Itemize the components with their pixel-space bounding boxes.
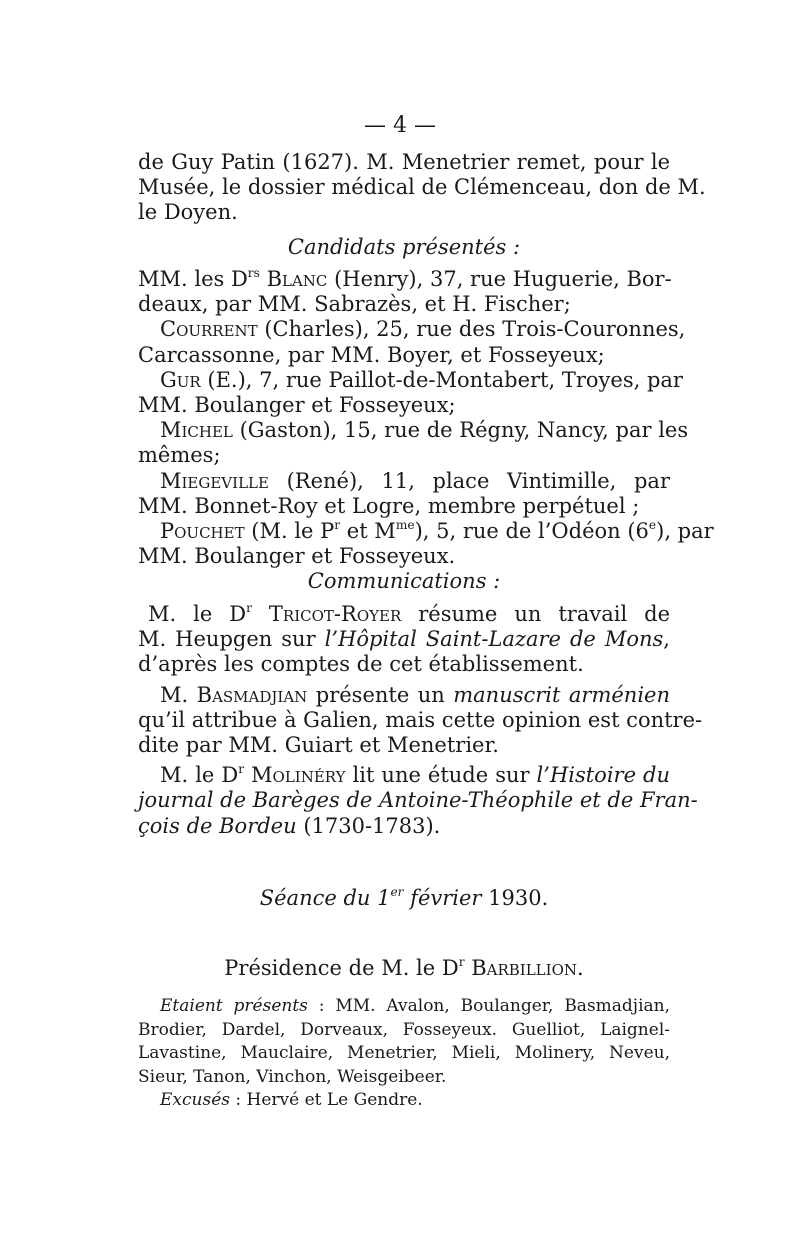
excuses-line: Excusés : Hervé et Le Gendre. (160, 1090, 423, 1110)
communication-basmadjian-line-3: dite par MM. Guiart et Menetrier. (138, 733, 499, 758)
communication-basmadjian-line-2: qu’il attribue à Galien, mais cette opinion est contre- (138, 707, 703, 732)
communication-molinery: M. le $D^r$ Molinéry lit une étude sur l’Histoire du (160, 762, 670, 788)
intro-line-1: de Guy Patin (1627). M. Menetrier remet, pour le (138, 150, 670, 174)
page-number: — 4 — (364, 113, 436, 138)
communication-molinery-line-2: journal de Barèges de Antoine-Théophile et de Fran- (138, 788, 698, 813)
communication-tricot-royer: M. le $D^r$ Tricot-Royer résume un travail de (148, 600, 671, 626)
candidate-gur: Gur (E.), 7, rue Paillot-de-Montabert, Troyes, par (160, 367, 683, 392)
candidates-heading: Candidats présentés : (287, 235, 521, 259)
communications-heading: Communications : (307, 569, 501, 593)
seance-heading: Séance du 1er février 1930. (259, 884, 549, 910)
candidate-blanc: MM. les $D^{rs}$ Blanc (Henry), 37, rue Huguerie, Bor- (138, 265, 672, 291)
candidates-list (138, 265, 714, 569)
candidate-courrent: Courrent (Charles), 25, rue des Trois-Couronnes, (160, 317, 686, 342)
communication-basmadjian: M. Basmadjian présente un manuscrit arménien (160, 682, 670, 707)
presents-line-2: Brodier, Dardel, Dorveaux, Fosseyeux. Guelliot, Laignel- (138, 1019, 670, 1040)
candidate-miegeville: Miegeville (René), 11, place Vintimille, par (160, 468, 670, 493)
presidence-line: Présidence de M. le $D^r$ Barbillion. (224, 954, 584, 980)
presents-paragraph (138, 995, 670, 1113)
intro-line-3: le Doyen. (138, 200, 238, 225)
candidate-blanc-line-2: deaux, par MM. Sabrazès, et H. Fischer; (138, 292, 571, 317)
candidate-pouchet: Pouchet (M. le $P^r$ et $M^{me}$), 5, rue de l’Odéon (6e), par (160, 517, 714, 544)
candidate-michel-line-2: mêmes; (138, 443, 221, 468)
intro-line-2: Musée, le dossier médical de Clémenceau, don de M. (138, 175, 706, 200)
candidate-courrent-line-2: Carcassonne, par MM. Boyer, et Fosseyeux; (138, 342, 605, 367)
communications-list (138, 600, 703, 839)
candidate-miegeville-line-2: MM. Bonnet-Roy et Logre, membre perpétuel ; (138, 493, 640, 518)
candidate-michel: Michel (Gaston), 15, rue de Régny, Nancy, par les (160, 418, 689, 443)
presents-line-4: Sieur, Tanon, Vinchon, Weisgeibeer. (138, 1066, 447, 1087)
candidate-gur-line-2: MM. Boulanger et Fosseyeux; (138, 393, 456, 418)
presents-line-1: Etaient présents : MM. Avalon, Boulanger, Basmadjian, (160, 996, 670, 1016)
communication-molinery-line-3: çois de Bordeu (1730-1783). (138, 813, 441, 838)
communication-tricot-royer-line-3: d’après les comptes de cet établissement. (138, 652, 584, 677)
intro-paragraph (138, 150, 706, 226)
communication-tricot-royer-line-2: M. Heupgen sur l’Hôpital Saint-Lazare de Mons, (138, 627, 670, 652)
candidate-pouchet-line-2: MM. Boulanger et Fosseyeux. (138, 544, 456, 569)
presents-line-3: Lavastine, Mauclaire, Menetrier, Mieli, Molinery, Neveu, (138, 1043, 670, 1063)
